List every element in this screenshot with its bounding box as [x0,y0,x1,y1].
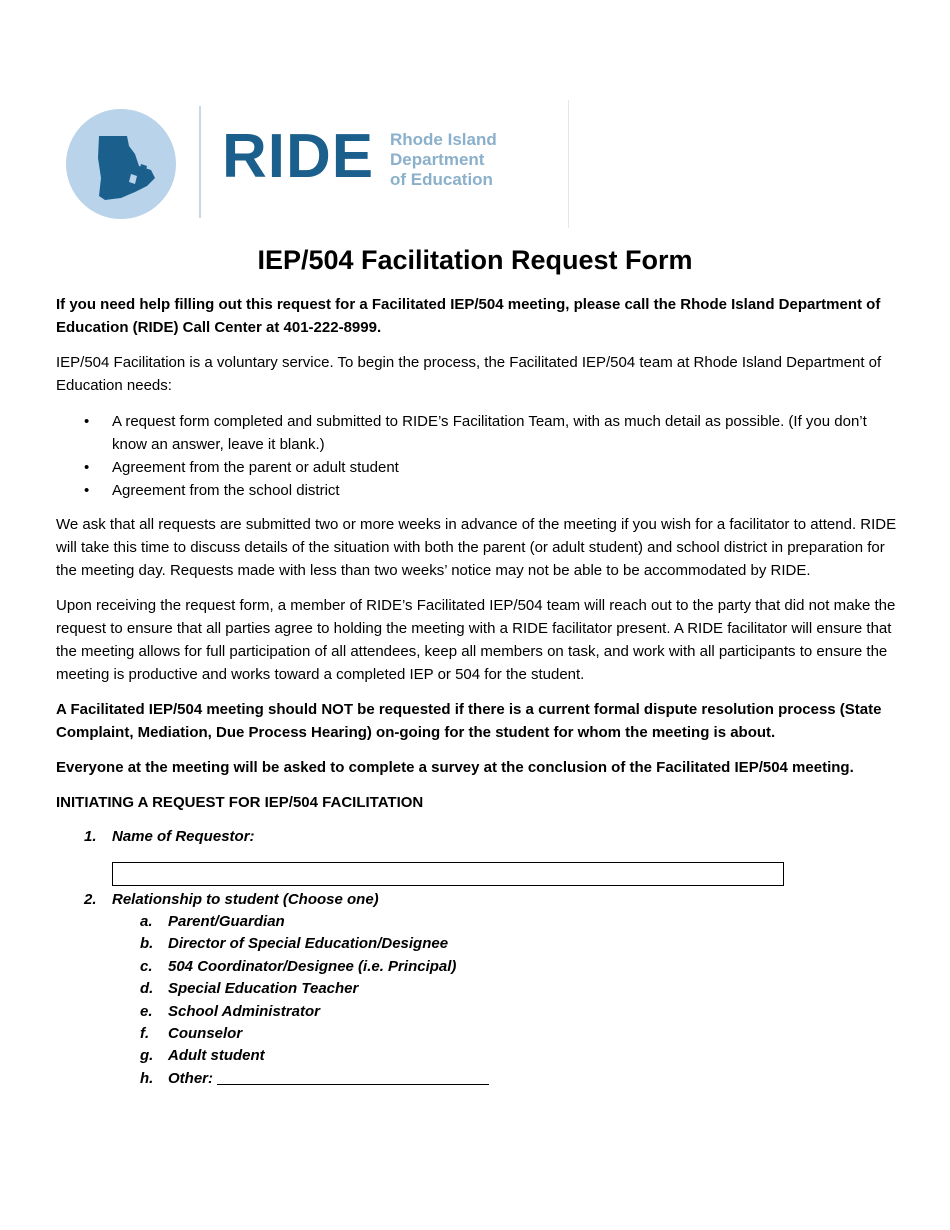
survey-notice: Everyone at the meeting will be asked to complete a survey at the conclusion of the Facilitated IEP/504 meeting. [56,759,854,776]
logo-brand: RIDE [222,122,375,191]
bullet: • [84,459,90,476]
question-label: Relationship to student (Choose one) [112,891,379,908]
ride-logo [65,100,575,230]
relationship-option-parent[interactable] [56,911,901,933]
logo-subtitle-line: of Education [390,170,493,189]
option-label: Parent/Guardian [168,913,285,930]
list-item [56,410,901,456]
relationship-option-sped-teacher[interactable] [56,978,901,1000]
question-label: Name of Requestor: [112,828,255,845]
option-letter: c. [140,957,153,975]
option-label: School Administrator [168,1002,320,1020]
intro-paragraph: IEP/504 Facilitation is a voluntary service. To begin the process, the Facilitated IEP/504 team at Rhode Island Department of Education needs: [56,354,882,394]
logo-divider [199,106,201,218]
section-heading: INITIATING A REQUEST FOR IEP/504 FACILITATION [56,794,424,811]
requestor-name-input[interactable] [112,862,784,886]
relationship-options [56,911,901,1090]
option-label: Special Education Teacher [168,980,359,998]
relationship-option-counselor[interactable] [56,1023,901,1045]
relationship-option-adult-student[interactable] [56,1045,901,1067]
rhode-island-state-icon [65,108,177,220]
option-label: Adult student [168,1047,265,1065]
question-requestor-name [56,825,901,848]
option-letter: d. [140,980,154,998]
option-letter: g. [140,1047,154,1065]
option-letter: b. [140,935,154,953]
option-letter: f. [140,1025,150,1043]
process-paragraph: Upon receiving the request form, a member of RIDE’s Facilitated IEP/504 team will reach out to the party that did not make the request to ensure that all parties agree to holding the meeting with a RIDE facilitator present. A RIDE facilitator will ensure that the meeting allows for full participation of all attendees, keep all members on task, and work with all participants to ensure the meeting is productive and works toward a completed IEP or 504 for the student. [56,597,896,683]
option-label: Other: [168,1069,213,1087]
relationship-option-administrator[interactable] [56,1001,901,1023]
page-title: IEP/504 Facilitation Request Form [257,245,693,275]
header-divider [568,100,569,228]
question-relationship [56,888,901,911]
bullet: • [84,482,90,499]
logo-subtitle-line: Department [390,150,485,169]
option-label: 504 Coordinator/Designee (i.e. Principal) [168,957,457,975]
logo-subtitle [390,130,497,190]
list-item [56,479,901,502]
relationship-option-504-coordinator[interactable] [56,956,901,978]
logo-subtitle-line: Rhode Island [390,130,497,149]
question-number: 1. [84,828,97,845]
list-item-text: Agreement from the school district [112,482,340,499]
relationship-option-director[interactable] [56,933,901,955]
timing-paragraph: We ask that all requests are submitted two or more weeks in advance of the meeting if you wish for a facilitator to attend. RIDE will take this time to discuss details of the situation with both the parent (or adult student) and school district in preparation for the meeting day. Requests made with less than two weeks’ notice may not be able to be accommodated by RIDE. [56,516,897,579]
option-letter: e. [140,1002,153,1020]
option-label: Director of Special Education/Designee [168,935,449,953]
relationship-option-other[interactable] [56,1068,901,1090]
list-item [56,456,901,479]
other-blank-line[interactable] [217,1068,489,1085]
bullet: • [84,413,90,430]
list-item-text: Agreement from the parent or adult student [112,459,399,476]
list-item-text: A request form completed and submitted to RIDE’s Facilitation Team, with as much detail as possible. (If you don’t know an answer, leave it blank.) [112,413,867,453]
form-body [56,293,901,1090]
dispute-warning: A Facilitated IEP/504 meeting should NOT be requested if there is a current formal dispute resolution process (State Complaint, Mediation, Due Process Hearing) on-going for the student for whom the meeting is about. [56,701,882,741]
option-letter: a. [140,913,153,930]
option-letter: h. [140,1069,154,1087]
option-label: Counselor [168,1025,243,1043]
intro-help-text: If you need help filling out this request for a Facilitated IEP/504 meeting, please call the Rhode Island Department of Education (RIDE) Call Center at 401-222-8999. [56,296,881,336]
requirements-list [56,410,901,502]
question-number: 2. [84,891,97,908]
